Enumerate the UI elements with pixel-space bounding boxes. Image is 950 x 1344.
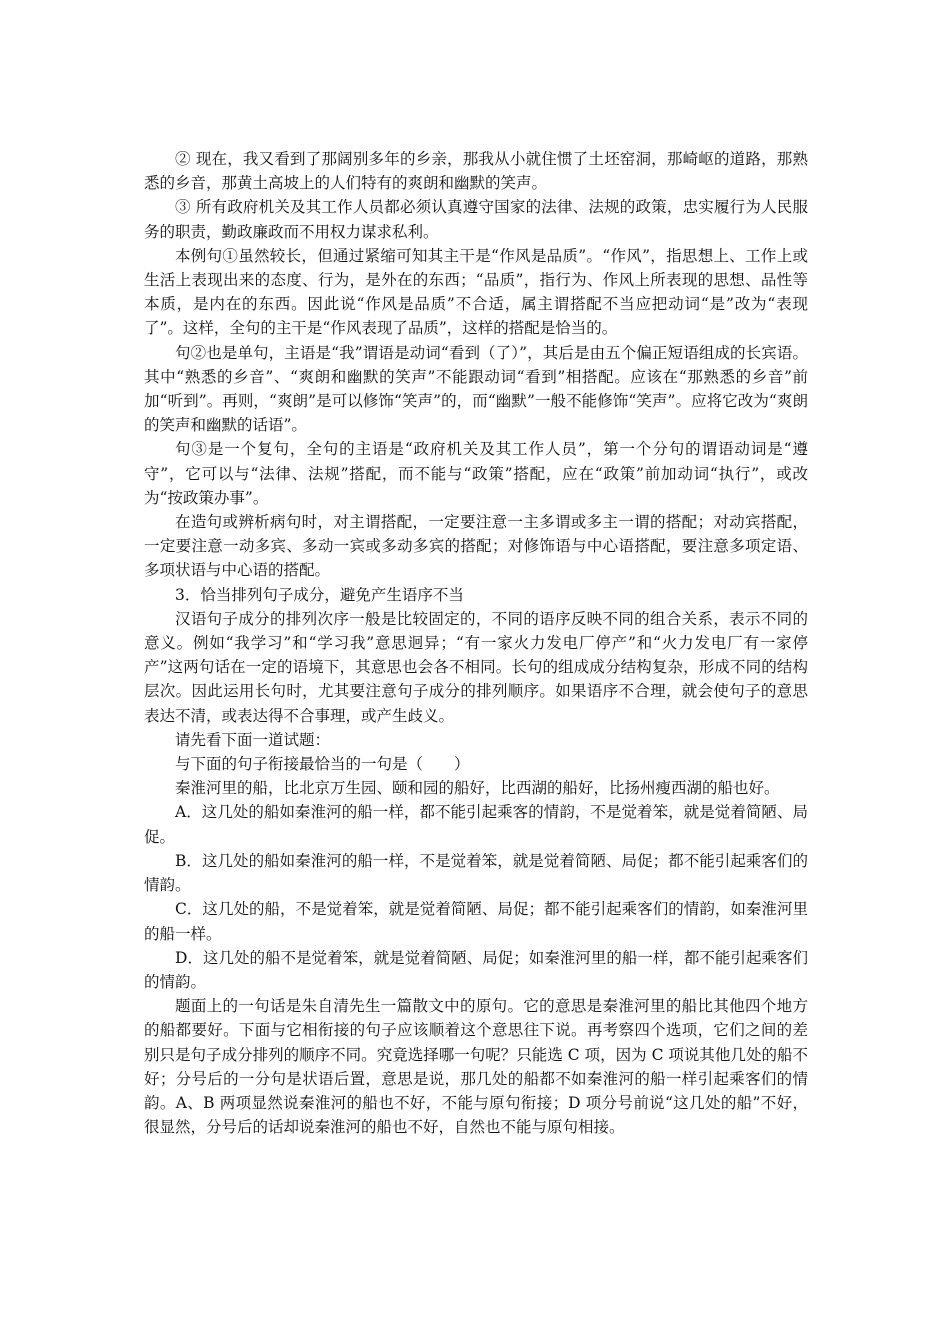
word-order-explanation: 汉语句子成分的排列次序一般是比较固定的，不同的语序反映不同的组合关系，表示不同的意义。例如“我学习”和“学习我”意思迥异；“有一家火力发电厂停产”和“火力发电厂有一家停产”这两句话在一定的语境下，其意思也会各不相同。长句的组成成分结构复杂，形成不同的结构层次。因此运用长句时，尤其要注意句子成分的排列顺序。如果语序不合理，就会使句子的意思表达不清，或表达得不合事理，或产生歧义。	[144, 609, 808, 725]
collocation-summary: 在造句或辨析病句时，对主谓搭配，一定要注意一主多谓或多主一谓的搭配；对动宾搭配，一定要注意一动多宾、多动一宾或多动多宾的搭配；对修饰语与中心语搭配，要注意多项定语、多项状语与中心语的搭配。	[144, 513, 808, 580]
option-a: A．这几处的船如秦淮河的船一样，都不能引起乘客的情韵，不是觉着笨，就是觉着简陋、局促。	[144, 803, 808, 846]
example-sentence-3: ③ 所有政府机关及其工作人员都必须认真遵守国家的法律、法规的政策，忠实履行为人民服务的职责，勤政廉政而不用权力谋求私利。	[144, 198, 808, 241]
option-b: B．这几处的船如秦淮河的船一样，不是觉着笨，就是觉着简陋、局促；都不能引起乘客们的情韵。	[144, 851, 808, 895]
option-c: C．这几处的船，不是觉着笨，就是觉着简陋、局促；都不能引起乘客们的情韵，如秦淮河里的船一样。	[144, 900, 808, 943]
document-body	[144, 147, 808, 1139]
option-d: D．这几处的船不是觉着笨，就是觉着简陋、局促；如秦淮河里的船一样，都不能引起乘客们的情韵。	[144, 948, 808, 991]
section-heading-3: 3．恰当排列句子成分，避免产生语序不当	[175, 585, 464, 604]
question-source-sentence: 秦淮河里的船，比北京万生园、颐和园的船好，比西湖的船好，比扬州瘦西湖的船也好。	[175, 779, 780, 798]
answer-explanation: 题面上的一句话是朱自清先生一篇散文中的原句。它的意思是秦淮河里的船比其他四个地方的船都要好。下面与它相衔接的句子应该顺着这个意思往下说。再考察四个选项，它们之间的差别只是句子成分排列的顺序不同。究竟选择哪一句呢？只能选 C 项，因为 C 项说其他几处的船不好；分号后的一分句是状语后置，意思是说，那几处的船都不如秦淮河的船一样引起乘客们的情韵。A、B 两项显然说秦淮河的船也不好，不能与原句衔接；D 项分号前说“这几处的船”不好，很显然，分号后的话却说秦淮河的船也不好，自然也不能与原句相接。	[144, 997, 808, 1137]
analysis-sentence-3: 句③是一个复句，全句的主语是“政府机关及其工作人员”，第一个分句的谓语动词是“遵守”，它可以与“法律、法规”搭配，而不能与“政策”搭配，应在“政策”前加动词“执行”，或改为“按政策办事”。	[144, 440, 808, 507]
analysis-sentence-1: 本例句①虽然较长，但通过紧缩可知其主干是“作风是品质”。“作风”，指思想上、工作上或生活上表现出来的态度、行为，是外在的东西；“品质”，指行为、作风上所表现的思想、品性等本质，是内在的东西。因此说“作风是品质”不合适，属主谓搭配不当应把动词“是”改为“表现了”。这样，全句的主干是“作风表现了品质”，这样的搭配是恰当的。	[144, 246, 808, 338]
analysis-sentence-2: 句②也是单句，主语是“我”谓语是动词“看到（了）”，其后是由五个偏正短语组成的长宾语。其中“熟悉的乡音”、“爽朗和幽默的笑声”不能跟动词“看到”相搭配。应该在“那熟悉的乡音”前加“听到”。再则，“爽朗”是可以修饰“笑声”的，而“幽默”一般不能修饰“笑声”。应将它改为“爽朗的笑声和幽默的话语”。	[144, 343, 808, 435]
question-stem: 与下面的句子衔接最恰当的一句是（ ）	[175, 755, 470, 774]
example-sentence-2: ② 现在，我又看到了那阔别多年的乡亲，那我从小就住惯了土坯窑洞，那崎岖的道路，那熟悉的乡音，那黄土高坡上的人们特有的爽朗和幽默的笑声。	[144, 150, 808, 193]
question-intro: 请先看下面一道试题：	[175, 730, 331, 749]
